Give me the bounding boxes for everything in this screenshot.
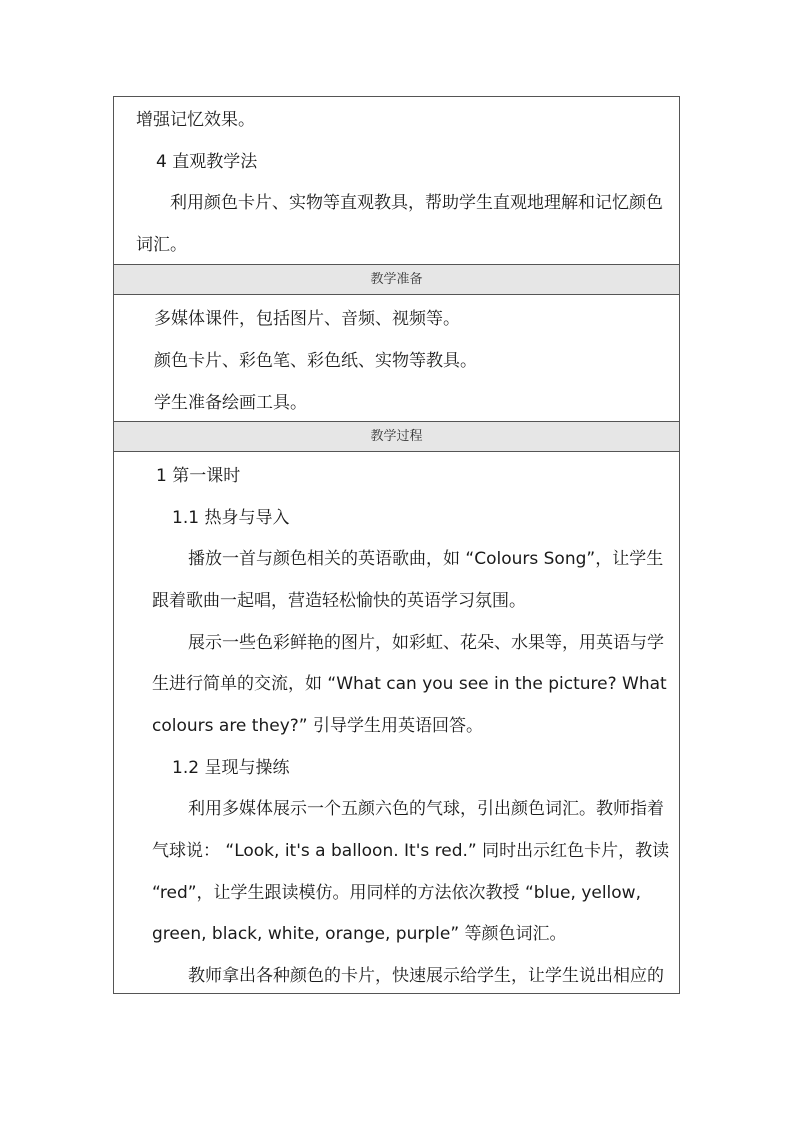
lesson-title: 1 第一课时 [156,466,241,486]
process-header: 教学过程 [114,421,679,452]
paragraph-line: 跟着歌曲一起唱，营造轻松愉快的英语学习氛围。 [152,591,526,611]
paragraph-line: 生进行简单的交流，如 “What can you see in the picture? What [152,674,667,694]
paragraph-line: 利用多媒体展示一个五颜六色的气球，引出颜色词汇。教师指着 [188,799,664,819]
paragraph-line: 气球说： “Look, it's a balloon. It's red.” 同时出示红色卡片，教读 [152,841,670,861]
paragraph-line: colours are they?” 引导学生用英语回答。 [152,716,483,736]
intro-line: 增强记忆效果。 [136,110,255,130]
lesson-plan-table [113,96,680,994]
method-text: 利用颜色卡片、实物等直观教具，帮助学生直观地理解和记忆颜色 [170,193,663,213]
paragraph-line: green, black, white, orange, purple” 等颜色词汇。 [152,924,567,944]
prep-item: 学生准备绘画工具。 [154,393,307,413]
paragraph-line: 展示一些色彩鲜艳的图片，如彩虹、花朵、水果等，用英语与学 [188,633,664,653]
paragraph-line: 播放一首与颜色相关的英语歌曲，如 “Colours Song”，让学生 [188,549,664,569]
method-text-cont: 词汇。 [136,235,187,255]
prep-item: 颜色卡片、彩色笔、彩色纸、实物等教具。 [154,351,477,371]
section-title: 1.2 呈现与操练 [172,758,290,778]
section-title: 1.1 热身与导入 [172,508,290,528]
method-title: 4 直观教学法 [156,152,258,172]
prep-item: 多媒体课件，包括图片、音频、视频等。 [154,309,460,329]
preparation-header: 教学准备 [114,264,679,295]
paragraph-line: “red”，让学生跟读模仿。用同样的方法依次教授 “blue, yellow, [152,883,641,903]
paragraph-line: 教师拿出各种颜色的卡片，快速展示给学生，让学生说出相应的 [188,966,664,986]
